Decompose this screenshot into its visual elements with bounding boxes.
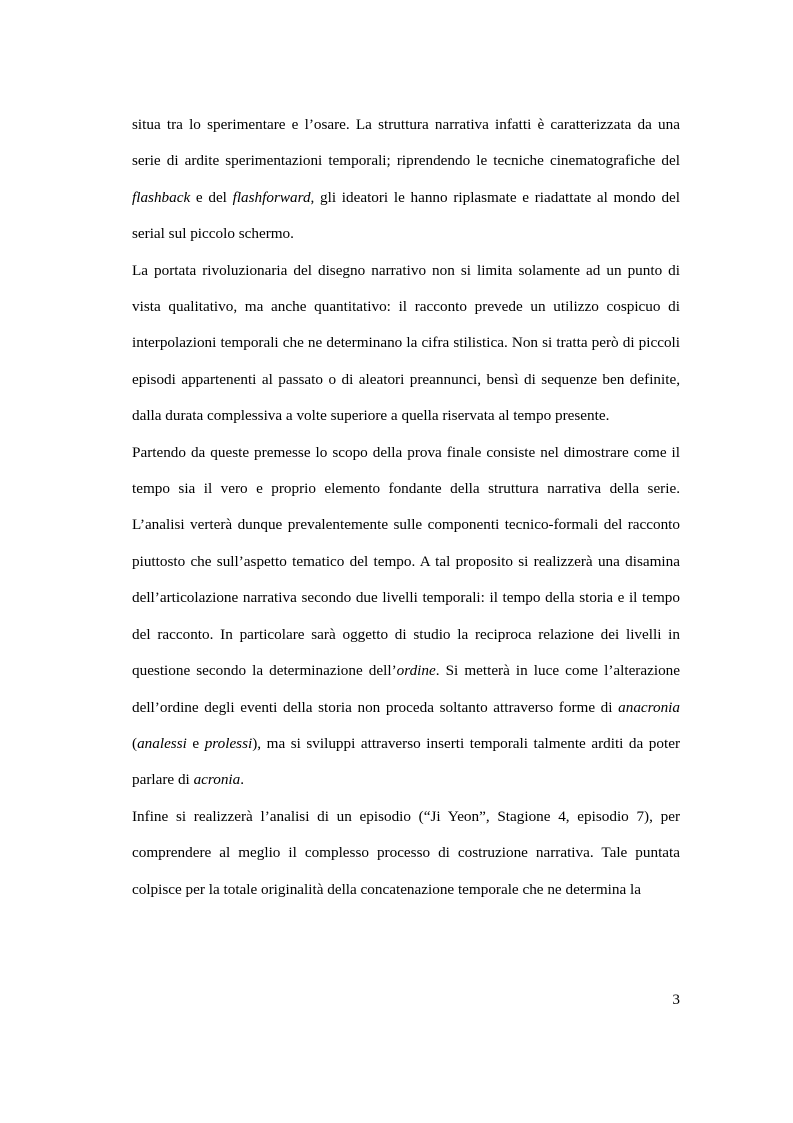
paragraph	[132, 799, 680, 908]
text-run: situa tra lo sperimentare e l’osare. La struttura narrativa infatti è caratterizzata da una serie di ardite sperimentazioni temporali; riprendendo le tecniche cinematografiche del	[132, 116, 680, 170]
italic-term: anacronia	[618, 698, 680, 716]
text-run: Infine si realizzerà l’analisi di un episodio (“Ji Yeon”, Stagione 4, episodio 7), per comprendere al meglio il complesso processo di costruzione narrativa. Tale puntata colpisce per la totale originalità della concatenazione temporale che ne determina la	[132, 807, 680, 898]
text-run: .	[240, 771, 245, 789]
page-number: 3	[672, 991, 680, 1008]
italic-term: flashback	[132, 188, 191, 206]
text-run: La portata rivoluzionaria del disegno narrativo non si limita solamente ad un punto di vista qualitativo, ma anche quantitativo: il racconto prevede un utilizzo cospicuo di interpolazioni temporali che ne determinano la cifra stilistica. Non si tratta però di piccoli episodi appartenenti al passato o di aleatori preannunci, bensì di sequenze ben definite, dalla durata complessiva a volte superiore a quella riservata al tempo presente.	[132, 261, 680, 425]
italic-term: ordine	[396, 662, 436, 680]
paragraph	[132, 435, 680, 799]
text-run: e	[186, 734, 205, 752]
text-run: . Si metterà in luce come l’alterazione dell’ordine degli eventi della storia non proceda soltanto attraverso forme di	[132, 662, 680, 716]
text-run: (	[132, 734, 138, 752]
body-text	[132, 107, 680, 908]
text-run: , gli ideatori le hanno riplasmate e riadattate al mondo del serial sul piccolo schermo.	[132, 188, 680, 243]
italic-term: flashforward	[232, 188, 311, 206]
italic-term: acronia	[193, 771, 241, 789]
paragraph	[132, 107, 680, 253]
text-run: ), ma si sviluppi attraverso inserti temporali talmente arditi da poter parlare di	[132, 734, 680, 789]
paragraph	[132, 253, 680, 435]
text-run: Partendo da queste premesse lo scopo della prova finale consiste nel dimostrare come il tempo sia il vero e proprio elemento fondante della struttura narrativa della serie. L’analisi verterà dunque prevalentemente sulle componenti tecnico-formali del racconto piuttosto che sull’aspetto tematico del tempo. A tal proposito si realizzerà una disamina dell’articolazione narrativa secondo due livelli temporali: il tempo della storia e il tempo del racconto. In particolare sarà oggetto di studio la reciproca relazione dei livelli in questione secondo la determinazione dell’	[132, 443, 680, 680]
italic-term: analessi	[137, 734, 187, 752]
text-run: e del	[190, 188, 233, 206]
italic-term: prolessi	[204, 734, 253, 752]
